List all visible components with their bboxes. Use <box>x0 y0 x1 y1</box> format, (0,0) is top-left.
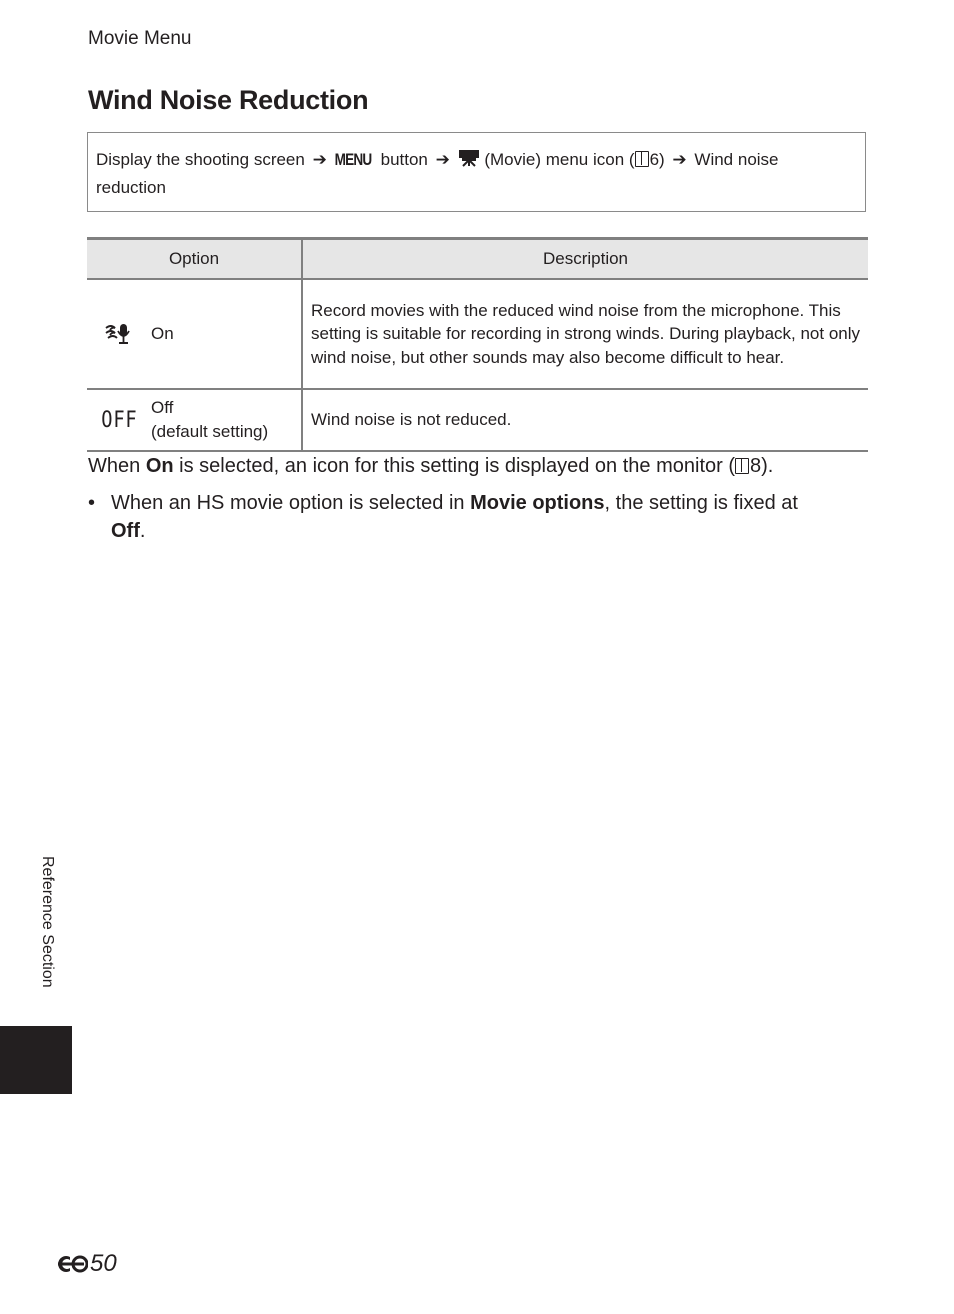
table-row <box>87 279 868 389</box>
nav-step-4: Wind noise <box>694 150 779 169</box>
options-table <box>87 237 868 452</box>
option-label-on: On <box>151 324 174 343</box>
book-reference-icon <box>635 151 649 167</box>
nav-step-4-cont: reduction <box>96 178 166 197</box>
page-number: 50 <box>54 1250 117 1278</box>
option-cell <box>87 279 302 389</box>
wind-noise-microphone-icon <box>87 322 151 346</box>
page-title: Wind Noise Reduction <box>88 85 369 115</box>
note-bold-on: On <box>145 455 174 477</box>
nav-step-1: Display the shooting screen <box>96 150 305 169</box>
movie-camera-icon <box>458 149 480 167</box>
bullet-icon: • <box>88 492 96 514</box>
nav-step-2: button <box>380 150 428 169</box>
nav-ref-page: 6) <box>649 150 665 169</box>
navigation-path-box <box>87 132 866 212</box>
reference-section-e-icon <box>54 1253 88 1275</box>
arrow-right-icon: ➔ <box>312 150 327 169</box>
off-icon: OFF <box>100 407 138 433</box>
description-cell: Wind noise is not reduced. <box>302 389 868 451</box>
bullet-list-item: • When an HS movie option is selected in Movie options, the setting is fixed at Off. <box>88 489 868 545</box>
bullet-bold-movie-options: Movie options <box>470 492 605 514</box>
column-header-option: Option <box>87 239 302 280</box>
description-cell: Record movies with the reduced wind noise from the microphone. This setting is suitable for recording in strong winds. During playback, not only wind noise, but other sounds may also become difficult to hear. <box>302 279 868 389</box>
column-header-description: Description <box>302 239 868 280</box>
note-paragraph: When On is selected, an icon for this setting is displayed on the monitor ( 8). <box>88 455 774 477</box>
option-cell <box>87 389 302 451</box>
menu-button-glyph: MENU <box>334 150 372 169</box>
nav-step-3: (Movie) menu icon ( <box>484 150 635 169</box>
bullet-bold-off: Off <box>111 520 140 542</box>
book-reference-icon <box>735 458 749 474</box>
table-row <box>87 389 868 451</box>
arrow-right-icon: ➔ <box>435 150 450 169</box>
arrow-right-icon: ➔ <box>672 150 687 169</box>
section-tab <box>0 1026 72 1094</box>
side-section-label: Reference Section <box>39 856 56 988</box>
section-label: Movie Menu <box>88 28 192 49</box>
option-label-off: Off (default setting) <box>151 398 269 441</box>
